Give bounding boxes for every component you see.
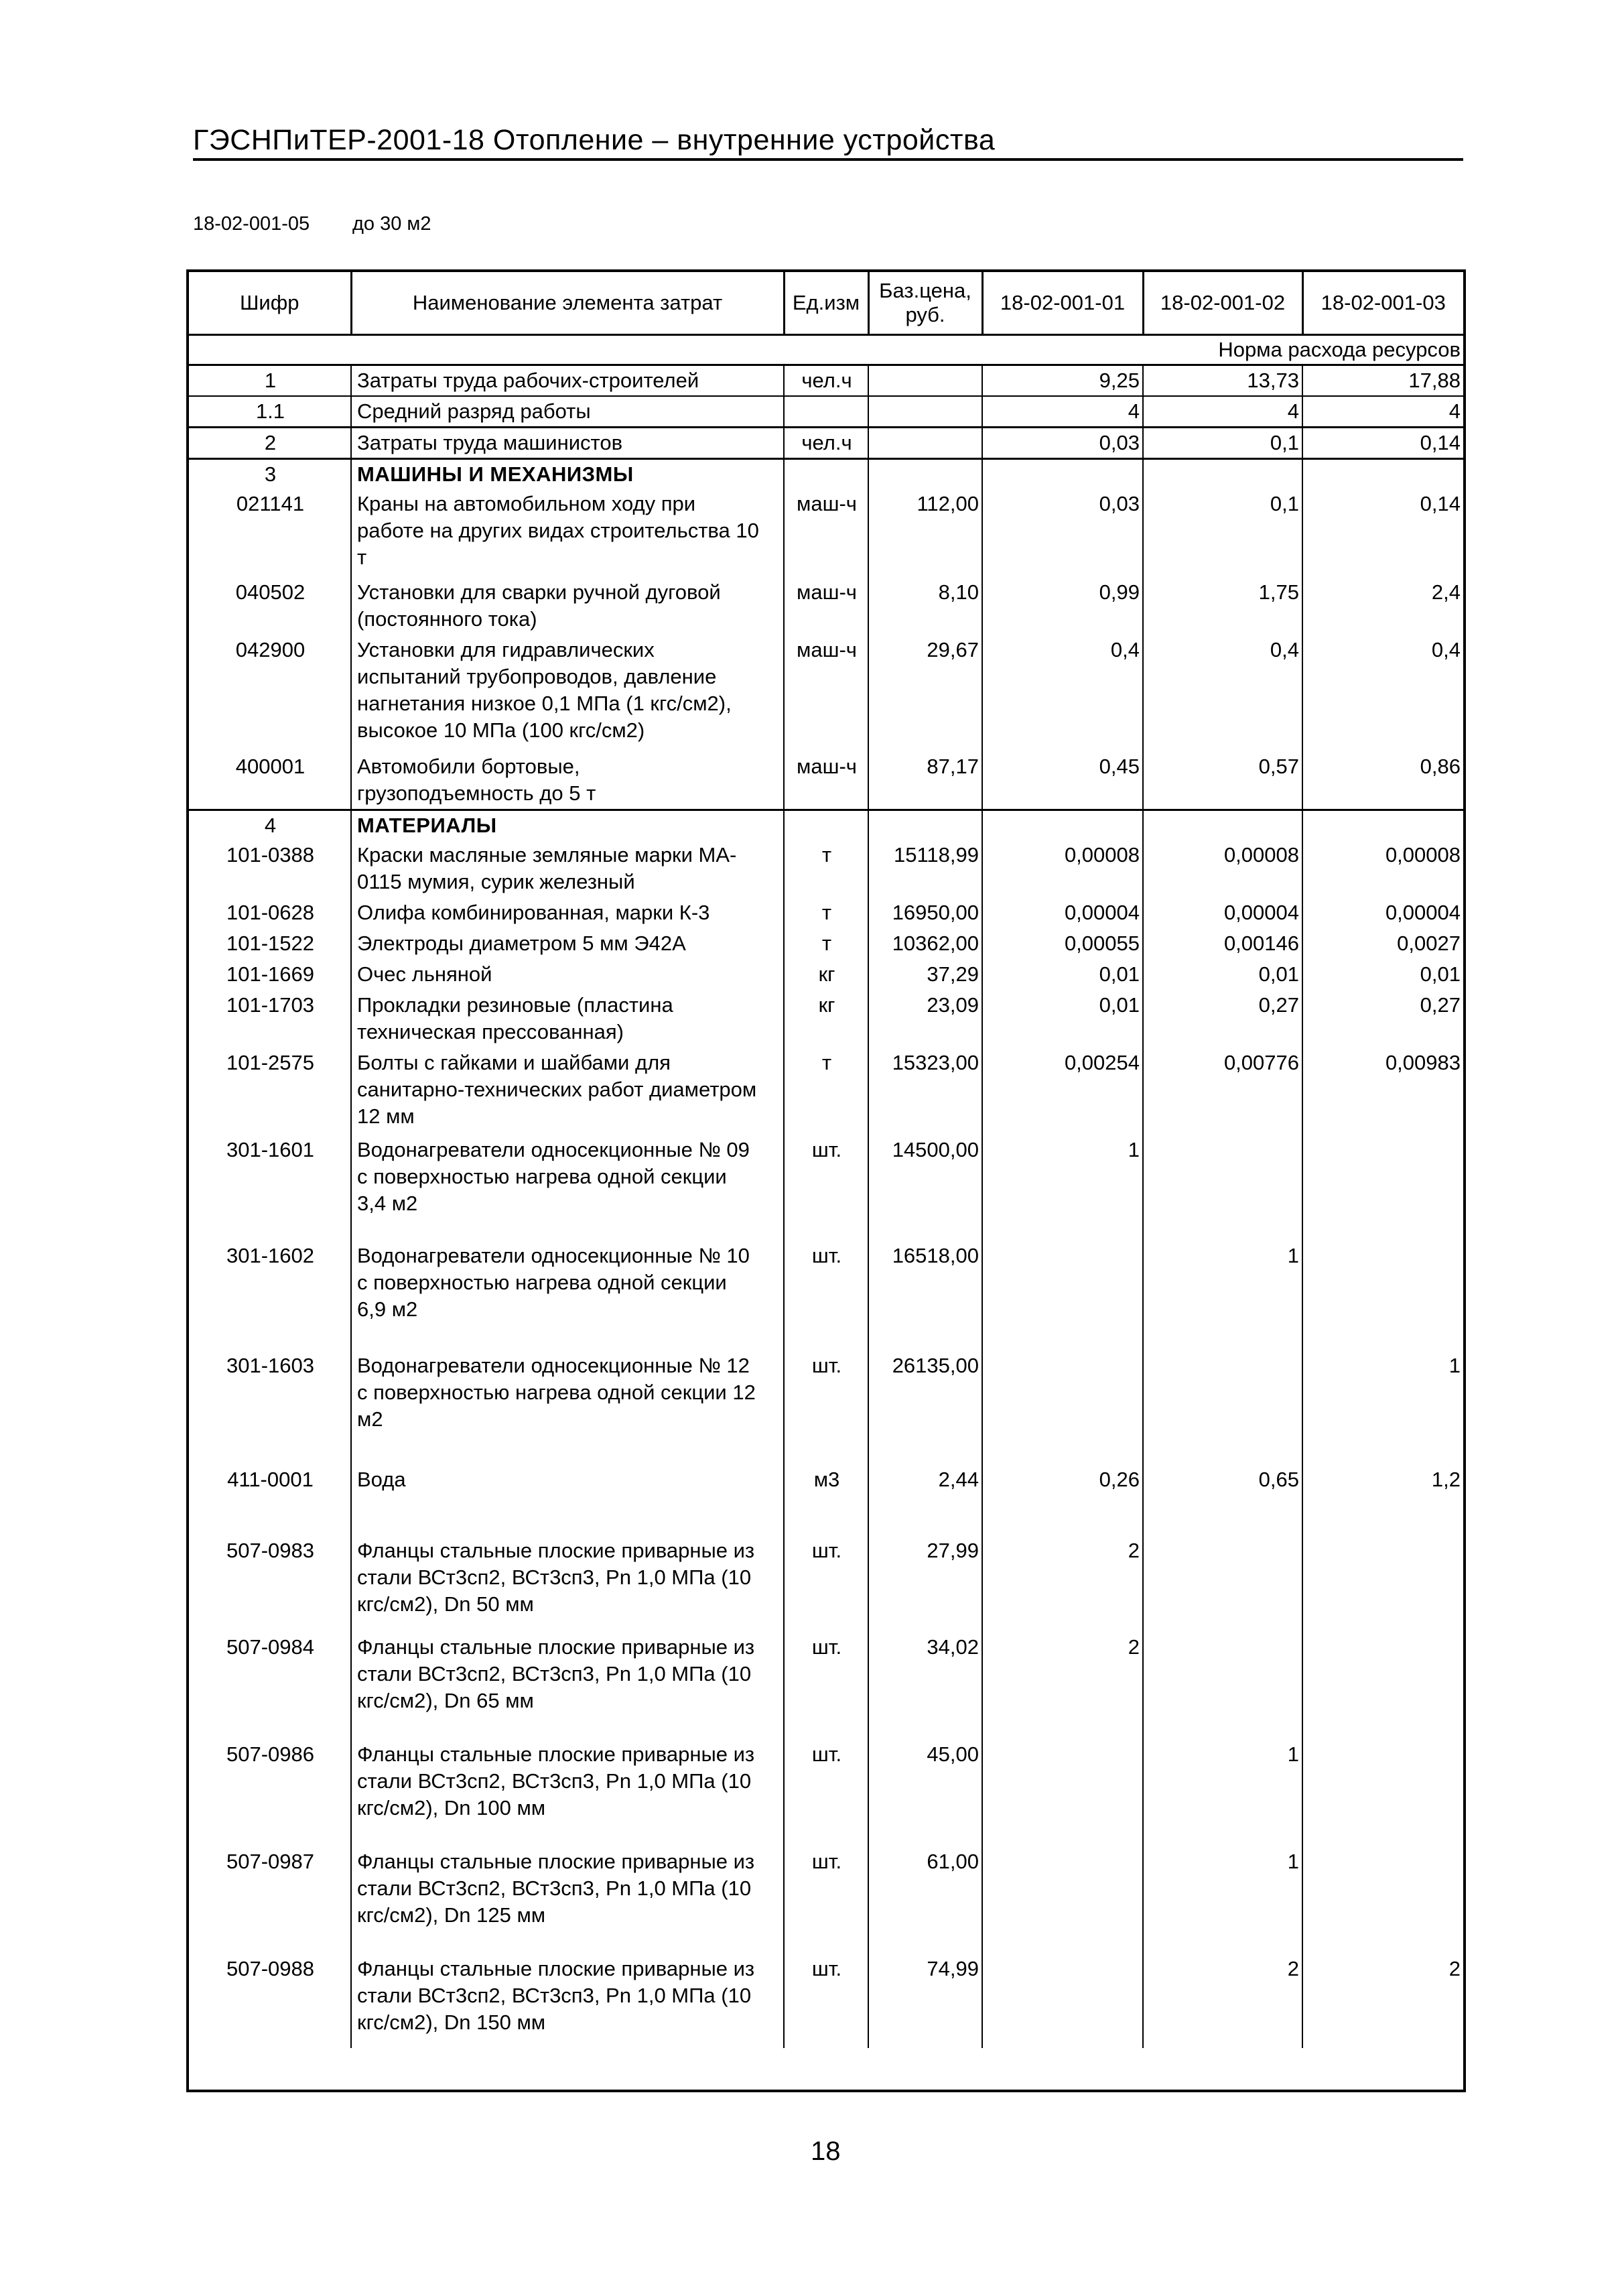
row-value-3 [1302, 1135, 1463, 1241]
row-value-3: 0,00008 [1385, 843, 1461, 867]
row-value-2 [1143, 1633, 1302, 1740]
row-name: МАШИНЫ И МЕХАНИЗМЫ [351, 459, 784, 490]
row-unit: кг [784, 960, 868, 991]
row-name: Вода [351, 1465, 784, 1536]
header-unit: Ед.изм [784, 272, 868, 335]
row-value-2 [1143, 1135, 1302, 1241]
subtitle-text: до 30 м2 [352, 213, 431, 235]
row-price: 112,00 [868, 489, 982, 578]
table-row [189, 840, 1463, 898]
row-value-2: 0,4 [1143, 635, 1302, 752]
row-name: Очес льняной [351, 960, 784, 991]
row-value-3: 0,86 [1420, 755, 1461, 778]
row-value-2 [1143, 459, 1302, 490]
table-row [189, 1536, 1463, 1633]
row-name: МАТЕРИАЛЫ [351, 810, 784, 840]
header-price: Баз.цена, руб. [868, 272, 982, 335]
row-value-3 [1302, 1847, 1463, 1954]
row-value-2 [1143, 1536, 1302, 1633]
row-unit: т [784, 929, 868, 960]
row-price: 16518,00 [868, 1241, 982, 1351]
table-row [189, 365, 1463, 397]
table-row [189, 991, 1463, 1048]
header-code: Шифр [189, 272, 351, 335]
row-unit: шт. [784, 1954, 868, 2048]
row-value-1: 0,00004 [982, 898, 1143, 929]
row-value-1: 1 [982, 1135, 1143, 1241]
table-row [189, 1633, 1463, 1740]
row-value-3 [1302, 1633, 1463, 1740]
row-unit: маш-ч [784, 578, 868, 635]
row-price: 45,00 [868, 1740, 982, 1847]
table-row [189, 1740, 1463, 1847]
table-row [189, 1847, 1463, 1954]
row-name: Фланцы стальные плоские приварные из стали ВСт3сп2, ВСт3сп3, Pn 1,0 МПа (10 кгс/см2), Dn 100 мм [351, 1740, 784, 1847]
row-unit [784, 459, 868, 490]
row-value-2: 1 [1143, 1241, 1302, 1351]
row-name: Фланцы стальные плоские приварные из стали ВСт3сп2, ВСт3сп3, Pn 1,0 МПа (10 кгс/см2), Dn 65 мм [351, 1633, 784, 1740]
row-value-2: 13,73 [1143, 365, 1302, 397]
row-value-2: 0,57 [1143, 752, 1302, 810]
row-price: 2,44 [868, 1465, 982, 1536]
row-code: 4 [189, 810, 351, 840]
row-price [868, 396, 982, 428]
row-name: Затраты труда машинистов [351, 428, 784, 459]
row-value-1 [982, 1954, 1143, 2048]
row-value-1 [982, 1740, 1143, 1847]
row-value-2: 0,1 [1143, 428, 1302, 459]
row-value-2 [1143, 810, 1302, 840]
row-value-3: 4 [1302, 396, 1463, 428]
row-value-2: 0,1 [1143, 489, 1302, 578]
page-number: 18 [811, 2136, 841, 2166]
row-price: 26135,00 [868, 1351, 982, 1465]
row-value-3: 0,0027 [1397, 932, 1461, 955]
table-row [189, 1954, 1463, 2048]
row-value-2: 0,00146 [1143, 929, 1302, 960]
row-code: 1.1 [189, 396, 351, 428]
row-value-3 [1302, 1536, 1463, 1633]
row-name: Краски масляные земляные марки МА- 0115 мумия, сурик железный [351, 840, 784, 898]
row-value-2: 0,65 [1143, 1465, 1302, 1536]
row-value-3: 1,2 [1431, 1468, 1461, 1491]
row-price: 37,29 [868, 960, 982, 991]
row-value-3: 0,27 [1420, 993, 1461, 1017]
row-name: Водонагреватели односекционные № 12 с поверхностью нагрева одной секции 12 м2 [351, 1351, 784, 1465]
row-code: 101-1703 [189, 991, 351, 1048]
row-price: 87,17 [868, 752, 982, 810]
table-body [189, 365, 1463, 2049]
table-row [189, 898, 1463, 929]
row-price: 10362,00 [868, 929, 982, 960]
row-name: Фланцы стальные плоские приварные из стали ВСт3сп2, ВСт3сп3, Pn 1,0 МПа (10 кгс/см2), Dn 50 мм [351, 1536, 784, 1633]
row-name: Водонагреватели односекционные № 09 с поверхностью нагрева одной секции 3,4 м2 [351, 1135, 784, 1241]
table-row [189, 929, 1463, 960]
row-value-1: 9,25 [982, 365, 1143, 397]
row-price: 29,67 [868, 635, 982, 752]
row-value-1: 2 [982, 1536, 1143, 1633]
row-value-2: 0,00004 [1143, 898, 1302, 929]
row-unit: т [784, 898, 868, 929]
row-code: 507-0983 [189, 1536, 351, 1633]
row-price: 27,99 [868, 1536, 982, 1633]
header-col3: 18-02-001-03 [1302, 272, 1463, 335]
row-code: 301-1603 [189, 1351, 351, 1465]
row-value-2: 0,00008 [1143, 840, 1302, 898]
row-unit: маш-ч [784, 752, 868, 810]
row-value-3: 17,88 [1302, 365, 1463, 397]
row-code: 040502 [189, 578, 351, 635]
row-code: 101-0628 [189, 898, 351, 929]
row-name: Прокладки резиновые (пластина техническая прессованная) [351, 991, 784, 1048]
row-price: 23,09 [868, 991, 982, 1048]
norm-row [189, 335, 1463, 365]
row-value-2: 0,00776 [1143, 1048, 1302, 1135]
row-unit: шт. [784, 1351, 868, 1465]
row-price: 74,99 [868, 1954, 982, 2048]
row-code: 507-0986 [189, 1740, 351, 1847]
table-row [189, 1241, 1463, 1351]
row-value-3: 0,00004 [1385, 901, 1461, 924]
row-name: Автомобили бортовые, грузоподъемность до 5 т [351, 752, 784, 810]
row-code: 101-0388 [189, 840, 351, 898]
document-subtitle [193, 213, 431, 235]
row-unit: кг [784, 991, 868, 1048]
row-unit: чел.ч [784, 428, 868, 459]
row-price [868, 428, 982, 459]
row-value-3: 0,14 [1302, 428, 1463, 459]
table-row [189, 396, 1463, 428]
row-code: 3 [189, 459, 351, 490]
row-unit: маш-ч [784, 635, 868, 752]
row-value-1: 0,26 [982, 1465, 1143, 1536]
row-code: 507-0988 [189, 1954, 351, 2048]
row-value-1: 0,45 [982, 752, 1143, 810]
row-value-2: 1 [1143, 1847, 1302, 1954]
row-code: 2 [189, 428, 351, 459]
row-code: 101-1522 [189, 929, 351, 960]
table-row [189, 635, 1463, 752]
row-value-1: 0,00055 [982, 929, 1143, 960]
row-name: Установки для сварки ручной дуговой (постоянного тока) [351, 578, 784, 635]
row-value-1: 0,01 [982, 960, 1143, 991]
row-price: 16950,00 [868, 898, 982, 929]
row-name: Болты с гайками и шайбами для санитарно-технических работ диаметром 12 мм [351, 1048, 784, 1135]
row-value-2: 0,01 [1143, 960, 1302, 991]
row-unit: т [784, 1048, 868, 1135]
row-unit: шт. [784, 1740, 868, 1847]
row-price: 61,00 [868, 1847, 982, 1954]
row-price: 14500,00 [868, 1135, 982, 1241]
table-row [189, 459, 1463, 490]
row-code: 411-0001 [189, 1465, 351, 1536]
table-row [189, 489, 1463, 578]
row-value-1: 4 [982, 396, 1143, 428]
row-value-3: 0,01 [1420, 962, 1461, 986]
row-value-2: 0,27 [1143, 991, 1302, 1048]
row-price: 34,02 [868, 1633, 982, 1740]
row-value-2 [1143, 1351, 1302, 1465]
row-value-1: 0,03 [982, 428, 1143, 459]
row-name: Установки для гидравлических испытаний трубопроводов, давление нагнетания низкое 0,1 МПа (1 кгс/см2), высокое 10 МПа (100 кгс/см2) [351, 635, 784, 752]
subtitle-code: 18-02-001-05 [193, 213, 310, 235]
resource-table [186, 269, 1466, 2092]
row-code: 1 [189, 365, 351, 397]
row-price: 8,10 [868, 578, 982, 635]
row-value-3: 1 [1448, 1354, 1461, 1377]
row-value-1: 0,00254 [982, 1048, 1143, 1135]
row-value-3 [1302, 1241, 1463, 1351]
row-value-1 [982, 1847, 1143, 1954]
row-value-3 [1302, 810, 1463, 840]
table-row [189, 1048, 1463, 1135]
row-value-1 [982, 810, 1143, 840]
row-value-2: 1,75 [1143, 578, 1302, 635]
row-value-1: 0,01 [982, 991, 1143, 1048]
row-unit: шт. [784, 1536, 868, 1633]
table-row [189, 1465, 1463, 1536]
page-title: ГЭСНПиТЕР-2001-18 Отопление – внутренние устройства [193, 123, 1463, 161]
row-code: 301-1601 [189, 1135, 351, 1241]
table-row [189, 810, 1463, 840]
row-name: Олифа комбинированная, марки К-3 [351, 898, 784, 929]
row-value-1 [982, 459, 1143, 490]
row-unit: м3 [784, 1465, 868, 1536]
row-code: 021141 [189, 489, 351, 578]
row-value-3: 2 [1448, 1957, 1461, 1980]
row-price: 15118,99 [868, 840, 982, 898]
row-value-1: 0,00008 [982, 840, 1143, 898]
row-value-2: 4 [1143, 396, 1302, 428]
row-code: 101-2575 [189, 1048, 351, 1135]
row-name: Водонагреватели односекционные № 10 с поверхностью нагрева одной секции 6,9 м2 [351, 1241, 784, 1351]
table-row [189, 1135, 1463, 1241]
row-value-1: 0,4 [982, 635, 1143, 752]
row-name: Фланцы стальные плоские приварные из стали ВСт3сп2, ВСт3сп3, Pn 1,0 МПа (10 кгс/см2), Dn 150 мм [351, 1954, 784, 2048]
row-unit: шт. [784, 1135, 868, 1241]
row-price [868, 459, 982, 490]
row-name: Краны на автомобильном ходу при работе на других видах строительства 10 т [351, 489, 784, 578]
row-unit: чел.ч [784, 365, 868, 397]
row-unit: шт. [784, 1847, 868, 1954]
row-unit: шт. [784, 1633, 868, 1740]
row-price [868, 810, 982, 840]
row-value-1 [982, 1241, 1143, 1351]
row-code: 400001 [189, 752, 351, 810]
header-col1: 18-02-001-01 [982, 272, 1143, 335]
table-row [189, 1351, 1463, 1465]
row-code: 507-0987 [189, 1847, 351, 1954]
row-unit: маш-ч [784, 489, 868, 578]
row-name: Электроды диаметром 5 мм Э42А [351, 929, 784, 960]
row-code: 301-1602 [189, 1241, 351, 1351]
row-value-3: 0,00983 [1385, 1051, 1461, 1074]
row-value-3 [1302, 1740, 1463, 1847]
row-value-1: 0,99 [982, 578, 1143, 635]
table-row [189, 752, 1463, 810]
row-value-1: 2 [982, 1633, 1143, 1740]
row-unit [784, 810, 868, 840]
table-row [189, 960, 1463, 991]
table-row [189, 428, 1463, 459]
row-price [868, 365, 982, 397]
row-value-2: 1 [1143, 1740, 1302, 1847]
row-value-1: 0,03 [982, 489, 1143, 578]
row-unit [784, 396, 868, 428]
row-value-3: 0,14 [1420, 492, 1461, 515]
header-name: Наименование элемента затрат [351, 272, 784, 335]
row-name: Затраты труда рабочих-строителей [351, 365, 784, 397]
row-name: Средний разряд работы [351, 396, 784, 428]
row-value-1 [982, 1351, 1143, 1465]
row-value-3: 0,4 [1431, 638, 1461, 661]
row-name: Фланцы стальные плоские приварные из стали ВСт3сп2, ВСт3сп3, Pn 1,0 МПа (10 кгс/см2), Dn 125 мм [351, 1847, 784, 1954]
row-code: 042900 [189, 635, 351, 752]
row-code: 507-0984 [189, 1633, 351, 1740]
table-header-row [189, 272, 1463, 335]
row-value-3: 2,4 [1431, 580, 1461, 604]
row-unit: шт. [784, 1241, 868, 1351]
row-unit: т [784, 840, 868, 898]
header-col2: 18-02-001-02 [1143, 272, 1302, 335]
table-row [189, 578, 1463, 635]
row-value-3 [1302, 459, 1463, 490]
norm-label: Норма расхода ресурсов [189, 335, 1463, 365]
row-code: 101-1669 [189, 960, 351, 991]
row-price: 15323,00 [868, 1048, 982, 1135]
row-value-2: 2 [1143, 1954, 1302, 2048]
